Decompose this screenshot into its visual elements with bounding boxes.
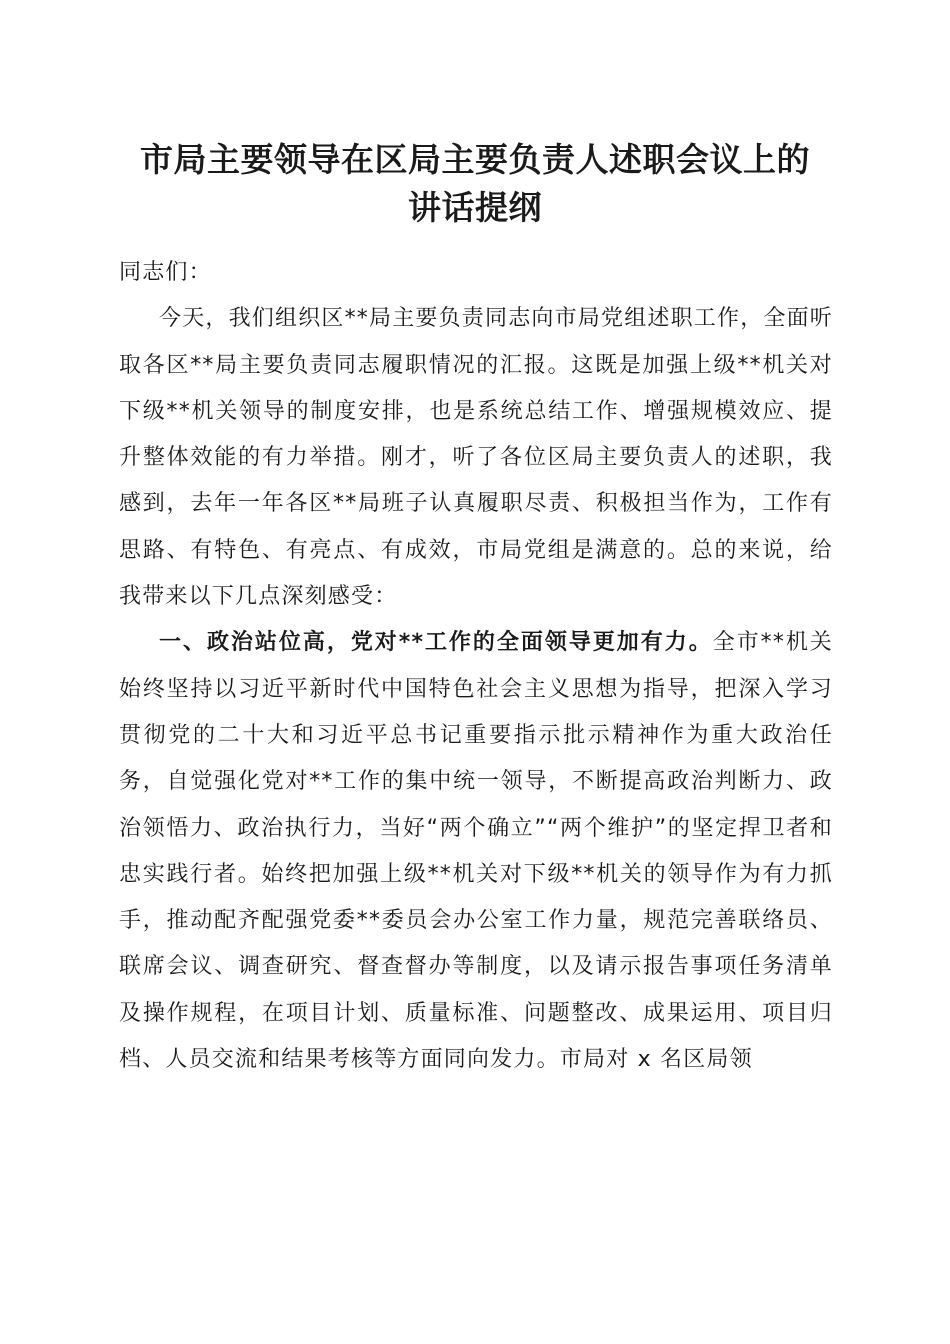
document-body <box>119 250 833 1083</box>
section-1-heading: 一、政治站位高，党对**工作的全面领导更加有力。 <box>159 630 713 656</box>
paragraph-section-1 <box>119 620 833 1083</box>
section-1-body: 全市**机关始终坚持以习近平新时代中国特色社会主义思想为指导，把深入学习贯彻党的二十大和习近平总书记重要指示批示精神作为重大政治任务，自觉强化党对**工作的集中统一领导，不断提高政治判断力、政治领悟力、政治执行力，当好“两个确立”“两个维护”的坚定捍卫者和忠实践行者。始终把加强上级**机关对下级**机关的领导作为有力抓手，推动配齐配强党委**委员会办公室工作力量，规范完善联络员、联席会议、调查研究、督查督办等制度，以及请示报告事项任务清单及操作规程，在项目计划、质量标准、问题整改、成果运用、项目归档、人员交流和结果考核等方面同向发力。市局对 x 名区局领 <box>119 630 833 1073</box>
paragraph-intro: 今天，我们组织区**局主要负责同志向市局党组述职工作，全面听取各区**局主要负责同志履职情况的汇报。这既是加强上级**机关对下级**机关领导的制度安排，也是系统总结工作、增强规模效应、提升整体效能的有力举措。刚才，听了各位区局主要负责人的述职，我感到，去年一年各区**局班子认真履职尽责、积极担当作为，工作有思路、有特色、有亮点、有成效，市局党组是满意的。总的来说，给我带来以下几点深刻感受： <box>119 306 834 610</box>
title-line-2: 讲话提纲 <box>408 188 542 227</box>
salutation: 同志们： <box>119 260 212 285</box>
title-line-1: 市局主要领导在区局主要负责人述职会议上的 <box>140 140 810 179</box>
document-title <box>100 136 850 232</box>
